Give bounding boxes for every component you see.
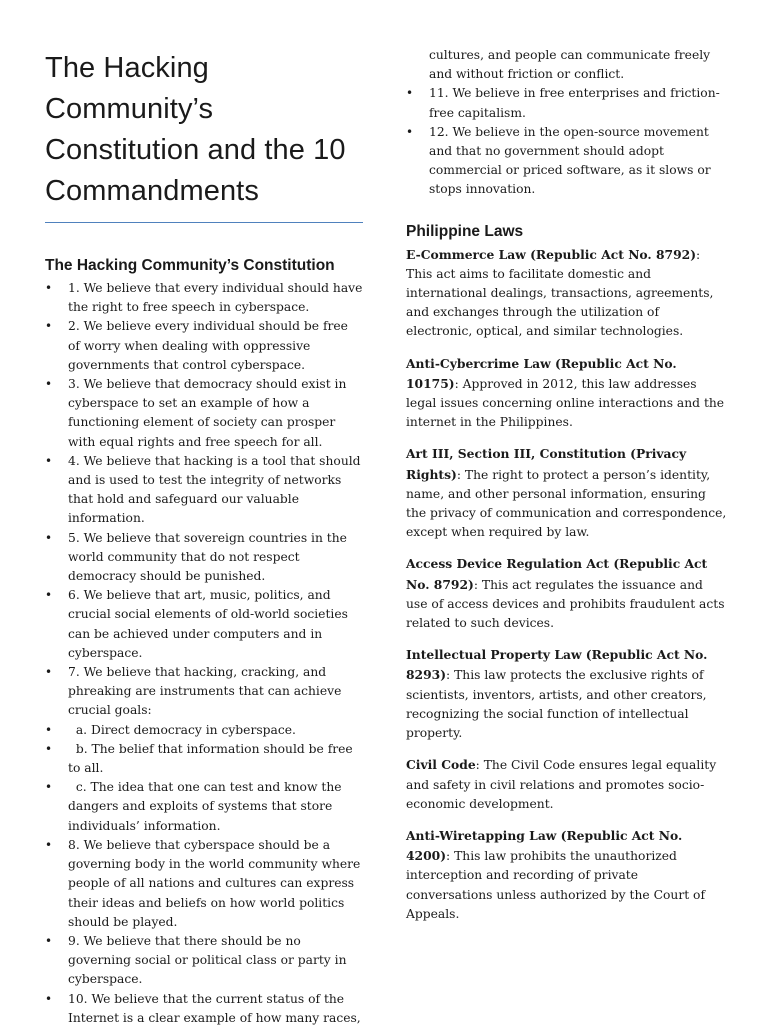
law-description: : The right to protect a person’s identity, name, and other personal information, ensuring the privacy of communication and correspondence, except when required by law. xyxy=(406,467,727,540)
law-entry xyxy=(406,826,728,924)
bullet-icon: • xyxy=(45,991,53,1006)
law-name: Intellectual Property Law (Republic Act No. 8293) xyxy=(406,647,708,683)
law-entry xyxy=(406,444,728,542)
bullet-icon: • xyxy=(45,281,53,295)
law-entry xyxy=(406,755,728,814)
constitution-list-continued xyxy=(406,84,728,199)
list-item: • 7. We believe that hacking, cracking, and phreaking are instruments that can achieve crucial goals: xyxy=(45,665,342,718)
list-item: • 1. We believe that every individual should have the right to free speech in cyberspace. xyxy=(45,281,363,315)
law-entry xyxy=(406,354,728,433)
left-column xyxy=(45,48,363,1028)
document-title: The Hacking Community’s Constitution and the 10 Commandments xyxy=(45,48,363,223)
law-name: Anti-Cybercrime Law (Republic Act No. 10175) xyxy=(406,355,677,391)
law-description: : Approved in 2012, this law addresses legal issues concerning online interactions and the internet in the Philippines. xyxy=(406,376,725,430)
list-item: • c. The idea that one can test and know the dangers and exploits of systems that store individuals’ information. xyxy=(45,780,346,833)
bullet-icon: • xyxy=(45,377,53,392)
bullet-icon: • xyxy=(406,86,414,101)
list-item: • b. The belief that information should be free to all. xyxy=(45,741,357,776)
bullet-icon: • xyxy=(45,837,53,852)
list-item: • 10. We believe that the current status of the Internet is a clear example of how many races, xyxy=(45,991,361,1025)
right-column xyxy=(406,46,728,936)
list-item: • a. Direct democracy in cyberspace. xyxy=(45,721,363,740)
bullet-icon: • xyxy=(45,530,53,545)
law-name: Art III, Section III, Constitution (Privacy Rights) xyxy=(406,446,687,482)
law-description: : This law protects the exclusive rights of scientists, inventors, artists, and other creators, recognizing the social function of intellectual property. xyxy=(406,668,707,741)
law-entry xyxy=(406,554,728,633)
law-description: : This law prohibits the unauthorized interception and recording of private conversations unless authorized by the Court of Appeals. xyxy=(406,849,706,921)
bullet-icon: • xyxy=(45,933,53,948)
list-item: • 12. We believe in the open-source movement and that no government should adopt commercial or priced software, as it slows or stops innovation. xyxy=(406,124,711,197)
list-item: • 4. We believe that hacking is a tool that should and is used to test the integrity of networks that hold and safeguard our valuable information. xyxy=(45,453,361,526)
law-name: Access Device Regulation Act (Republic Act No. 8792) xyxy=(406,556,708,592)
list-item: • 6. We believe that art, music, politics, and crucial social elements of old-world societies can be achieved under computers and in cyberspace. xyxy=(45,588,348,660)
constitution-list xyxy=(45,279,363,1028)
list-item: • 3. We believe that democracy should exist in cyberspace to set an example of how a functioning element of society can prosper with equal rights and free speech for all. xyxy=(45,377,347,449)
list-item: • 8. We believe that cyberspace should be a governing body in the world community where people of all nations and cultures can express their ideas and beliefs on how world politics should be played. xyxy=(45,837,361,929)
philippine-laws-heading: Philippine Laws xyxy=(406,222,524,240)
bullet-icon: • xyxy=(45,665,53,680)
law-description: : This act aims to facilitate domestic and international dealings, transactions, agreements, and exchanges through the utilization of electronic, optical, and similar technologies. xyxy=(406,247,714,339)
law-name: E-Commerce Law (Republic Act No. 8792) xyxy=(406,246,697,262)
bullet-icon: • xyxy=(45,722,53,737)
law-name: Anti-Wiretapping Law (Republic Act No. 4200) xyxy=(406,827,683,864)
constitution-heading: The Hacking Community’s Constitution xyxy=(45,257,335,274)
bullet-icon: • xyxy=(406,124,414,139)
bullet-icon: • xyxy=(45,741,53,756)
law-description: : The Civil Code ensures legal equality and safety in civil relations and promotes socio-economic development. xyxy=(406,758,717,811)
law-entry xyxy=(406,645,728,743)
list-item-continuation: cultures, and people can communicate freely and without friction or conflict. xyxy=(429,48,711,82)
bullet-icon: • xyxy=(45,780,53,795)
law-entry xyxy=(406,245,728,342)
law-description: : This act regulates the issuance and use of access devices and prohibits fraudulent acts related to such devices. xyxy=(406,577,725,631)
bullet-icon: • xyxy=(45,588,53,603)
bullet-icon: • xyxy=(45,319,53,334)
law-name: Civil Code xyxy=(406,757,476,773)
list-item: • 11. We believe in free enterprises and friction-free capitalism. xyxy=(406,86,720,120)
bullet-icon: • xyxy=(45,453,53,468)
list-item: • 2. We believe every individual should be free of worry when dealing with oppressive governments that control cyberspace. xyxy=(45,319,348,372)
list-item: • 5. We believe that sovereign countries in the world community that do not respect democracy should be punished. xyxy=(45,530,347,584)
list-item: • 9. We believe that there should be no governing social or political class or party in cyberspace. xyxy=(45,933,347,987)
